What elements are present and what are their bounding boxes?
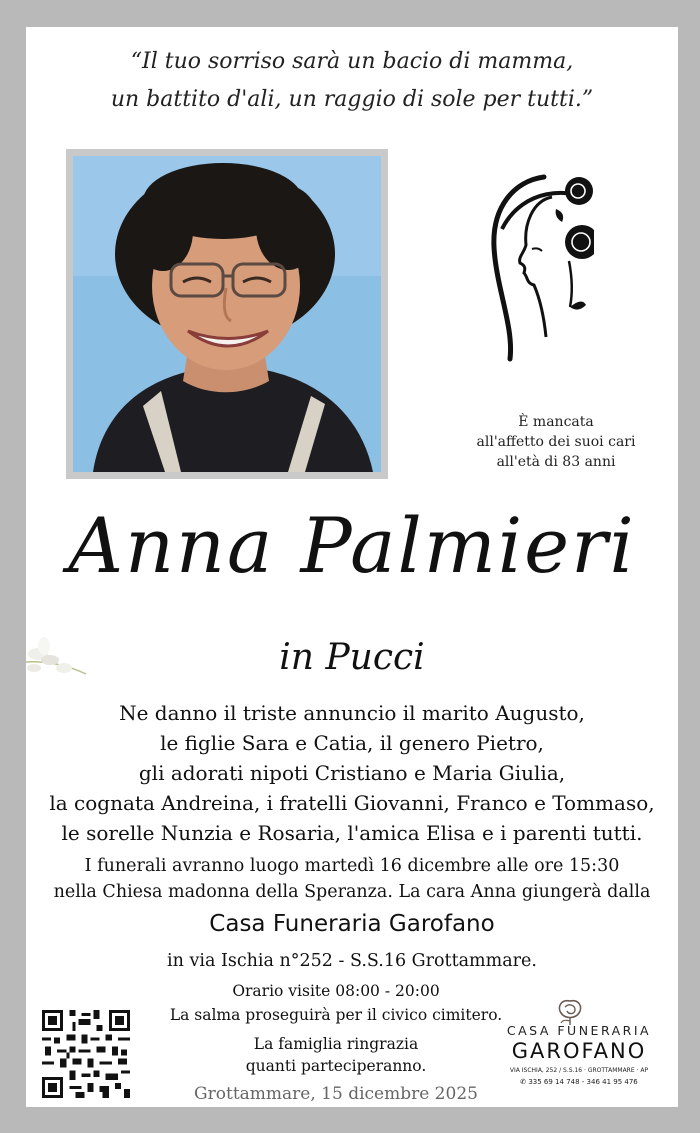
cemetery-note: La salma proseguirà per il civico cimitero. (169, 1006, 503, 1024)
announcement-line: le figlie Sara e Catia, il genero Pietro, (160, 731, 544, 755)
passing-line-1: È mancata (518, 414, 594, 430)
quote-line-1: “Il tuo sorriso sarà un bacio di mamma, (130, 49, 574, 74)
thanks-line-2: quanti parteciperanno. (245, 1057, 427, 1075)
qr-code-icon (42, 1010, 130, 1098)
announcement-line: le sorelle Nunzia e Rosaria, l'amica Elisa e i parenti tutti. (61, 821, 643, 845)
funeral-home-name: Casa Funeraria Garofano (209, 911, 495, 937)
logo-address: VIA ISCHIA, 252 / S.S.16 · GROTTAMMARE · AP (509, 1067, 649, 1074)
portrait-photo (73, 156, 381, 472)
woman-with-roses-icon (474, 167, 594, 367)
announcement-line: la cognata Andreina, i fratelli Giovanni, Franco e Tommaso, (49, 791, 655, 815)
logo-phones (489, 1078, 669, 1086)
funeral-home-address: in via Ischia n°252 - S.S.16 Grottammare. (167, 951, 537, 971)
rose-icon (553, 997, 587, 1025)
quote-line-2: un battito d'ali, un raggio di sole per tutti.” (110, 87, 594, 112)
logo-wordmark: GAROFANO (511, 1039, 647, 1063)
announcement-line: Ne danno il triste annuncio il marito Augusto, (119, 701, 585, 725)
announcement-line: gli adorati nipoti Cristiano e Maria Giulia, (138, 761, 566, 785)
passing-line-2: all'affetto dei suoi cari (476, 434, 636, 450)
dateline: Grottammare, 15 dicembre 2025 (194, 1084, 478, 1104)
married-name: in Pucci (279, 637, 425, 678)
phone-icon: ✆ (520, 1078, 529, 1086)
logo-phone-numbers: 335 69 14 748 - 346 41 95 476 (528, 1078, 638, 1086)
funeral-home-logo (489, 997, 669, 1097)
funeral-line-2: nella Chiesa madonna della Speranza. La cara Anna giungerà dalla (53, 882, 651, 902)
portrait-frame (66, 149, 388, 479)
funeral-line-1: I funerali avranno luogo martedì 16 dicembre alle ore 15:30 (84, 856, 620, 876)
passing-line-3: all'età di 83 anni (496, 454, 616, 470)
thanks-line-1: La famiglia ringrazia (253, 1035, 419, 1053)
logo-subtitle: CASA FUNERARIA (506, 1023, 652, 1038)
portrait-illustration (73, 156, 381, 472)
obituary-sheet (26, 27, 678, 1107)
visiting-hours: Orario visite 08:00 - 20:00 (232, 982, 440, 1000)
deceased-name: Anna Palmieri (68, 501, 636, 590)
